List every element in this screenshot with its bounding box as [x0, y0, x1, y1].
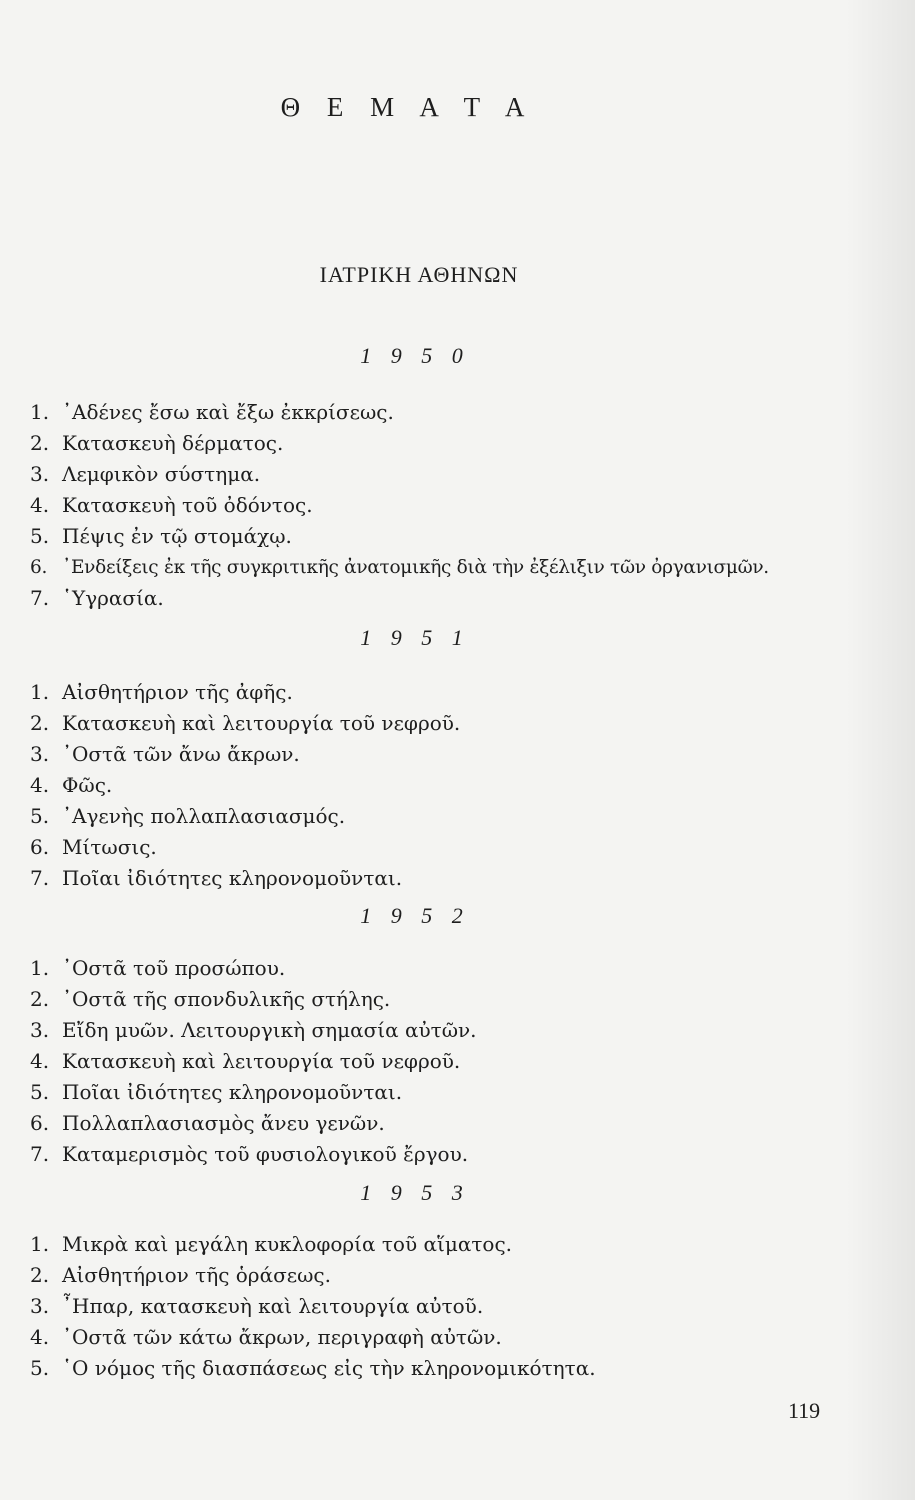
- item-number: 3.: [30, 1294, 50, 1318]
- item-number: 3.: [30, 1018, 50, 1042]
- item-text: Λεμφικὸν σύστημα.: [62, 462, 261, 486]
- page-number: 119: [788, 1398, 821, 1423]
- item-text: ᾿Αδένες ἔσω καὶ ἔξω ἐκκρίσεως.: [62, 400, 394, 424]
- item-number: 4.: [30, 493, 50, 517]
- year-heading-1952: 1 9 5 2: [360, 903, 470, 928]
- item-number: 7.: [30, 866, 50, 890]
- item-text: Ποῖαι ἰδιότητες κληρονομοῦνται.: [62, 866, 403, 890]
- item-text: Μίτωσις.: [62, 835, 157, 859]
- item-text: Μικρὰ καὶ μεγάλη κυκλοφορία τοῦ αἵματος.: [62, 1232, 512, 1256]
- list-item: [30, 953, 477, 984]
- list-item: [30, 1139, 477, 1170]
- item-number: 1.: [30, 400, 50, 424]
- page-subtitle: ΙΑΤΡΙΚΗ ΑΘΗΝΩΝ: [319, 262, 519, 287]
- item-text: Αἰσθητήριον τῆς ὁράσεως.: [62, 1263, 331, 1287]
- list-item: [30, 984, 477, 1015]
- item-number: 3.: [30, 462, 50, 486]
- item-number: 5.: [30, 1356, 50, 1380]
- list-item: [30, 397, 769, 428]
- list-item: [30, 739, 460, 770]
- item-text: Φῶς.: [62, 773, 113, 797]
- item-text: ῾Ο νόμος τῆς διασπάσεως εἰς τὴν κληρονομικότητα.: [62, 1356, 596, 1380]
- item-number: 2.: [30, 1263, 50, 1287]
- list-item: [30, 1353, 596, 1384]
- item-text: ᾿Οστᾶ τοῦ προσώπου.: [62, 956, 286, 980]
- year-heading-1951: 1 9 5 1: [360, 625, 470, 650]
- list-item: [30, 801, 460, 832]
- item-number: 6.: [30, 557, 48, 578]
- item-number: 1.: [30, 1232, 50, 1256]
- item-text: ῏Ηπαρ, κατασκευὴ καὶ λειτουργία αὐτοῦ.: [62, 1294, 484, 1318]
- list-item: [30, 863, 460, 894]
- item-text: ῾Υγρασία.: [62, 586, 164, 610]
- item-number: 4.: [30, 1049, 50, 1073]
- year-heading-1950: 1 9 5 0: [360, 343, 470, 368]
- item-text: ᾿Οστᾶ τῶν κάτω ἄκρων, περιγραφὴ αὐτῶν.: [62, 1325, 502, 1349]
- item-number: 1.: [30, 956, 50, 980]
- item-text: Κατασκευὴ καὶ λειτουργία τοῦ νεφροῦ.: [62, 1049, 461, 1073]
- list-item: [30, 428, 769, 459]
- item-text: ᾿Ενδείξεις ἐκ τῆς συγκριτικῆς ἀνατομικῆς διὰ τὴν ἐξέλιξιν τῶν ὀργανισμῶν.: [62, 557, 769, 578]
- item-text: Πέψις ἐν τῷ στομάχῳ.: [62, 524, 292, 548]
- page-title: Θ Ε Μ Α Τ Α: [280, 92, 535, 122]
- item-number: 5.: [30, 1080, 50, 1104]
- item-number: 4.: [30, 1325, 50, 1349]
- topic-list-1952: [30, 953, 477, 1170]
- list-item: [30, 490, 769, 521]
- topic-list-1951: [30, 677, 460, 894]
- list-item: [30, 1046, 477, 1077]
- item-number: 7.: [30, 1142, 50, 1166]
- list-item: [30, 1077, 477, 1108]
- topic-list-1950: [30, 397, 769, 614]
- list-item: [30, 1322, 596, 1353]
- item-number: 2.: [30, 431, 50, 455]
- page-edge-shadow: [845, 0, 915, 1500]
- list-item: [30, 770, 460, 801]
- item-text: Ποῖαι ἰδιότητες κληρονομοῦνται.: [62, 1080, 403, 1104]
- list-item: [30, 1260, 596, 1291]
- list-item: [30, 708, 460, 739]
- item-text: ᾿Αγενὴς πολλαπλασιασμός.: [62, 804, 346, 828]
- list-item: [30, 1229, 596, 1260]
- list-item: [30, 832, 460, 863]
- item-text: Καταμερισμὸς τοῦ φυσιολογικοῦ ἔργου.: [62, 1142, 469, 1166]
- list-item: [30, 583, 769, 614]
- item-text: Εἴδη μυῶν. Λειτουργικὴ σημασία αὐτῶν.: [62, 1018, 477, 1042]
- list-item: [30, 552, 769, 583]
- item-text: Αἰσθητήριον τῆς ἀφῆς.: [62, 680, 293, 704]
- item-text: Κατασκευὴ καὶ λειτουργία τοῦ νεφροῦ.: [62, 711, 461, 735]
- item-number: 2.: [30, 711, 50, 735]
- item-number: 2.: [30, 987, 50, 1011]
- item-number: 6.: [30, 1111, 50, 1135]
- item-text: ᾿Οστᾶ τῆς σπονδυλικῆς στήλης.: [62, 987, 391, 1011]
- list-item: [30, 1108, 477, 1139]
- item-number: 4.: [30, 773, 50, 797]
- list-item: [30, 1015, 477, 1046]
- item-number: 1.: [30, 680, 50, 704]
- item-number: 6.: [30, 835, 50, 859]
- item-number: 5.: [30, 524, 50, 548]
- list-item: [30, 521, 769, 552]
- item-text: Κατασκευὴ δέρματος.: [62, 431, 284, 455]
- item-text: Κατασκευὴ τοῦ ὀδόντος.: [62, 493, 313, 517]
- item-number: 3.: [30, 742, 50, 766]
- year-heading-1953: 1 9 5 3: [360, 1180, 470, 1205]
- item-number: 7.: [30, 586, 50, 610]
- list-item: [30, 677, 460, 708]
- list-item: [30, 1291, 596, 1322]
- topic-list-1953: [30, 1229, 596, 1384]
- item-text: Πολλαπλασιασμὸς ἄνευ γενῶν.: [62, 1111, 385, 1135]
- item-text: ᾿Οστᾶ τῶν ἄνω ἄκρων.: [62, 742, 300, 766]
- list-item: [30, 459, 769, 490]
- item-number: 5.: [30, 804, 50, 828]
